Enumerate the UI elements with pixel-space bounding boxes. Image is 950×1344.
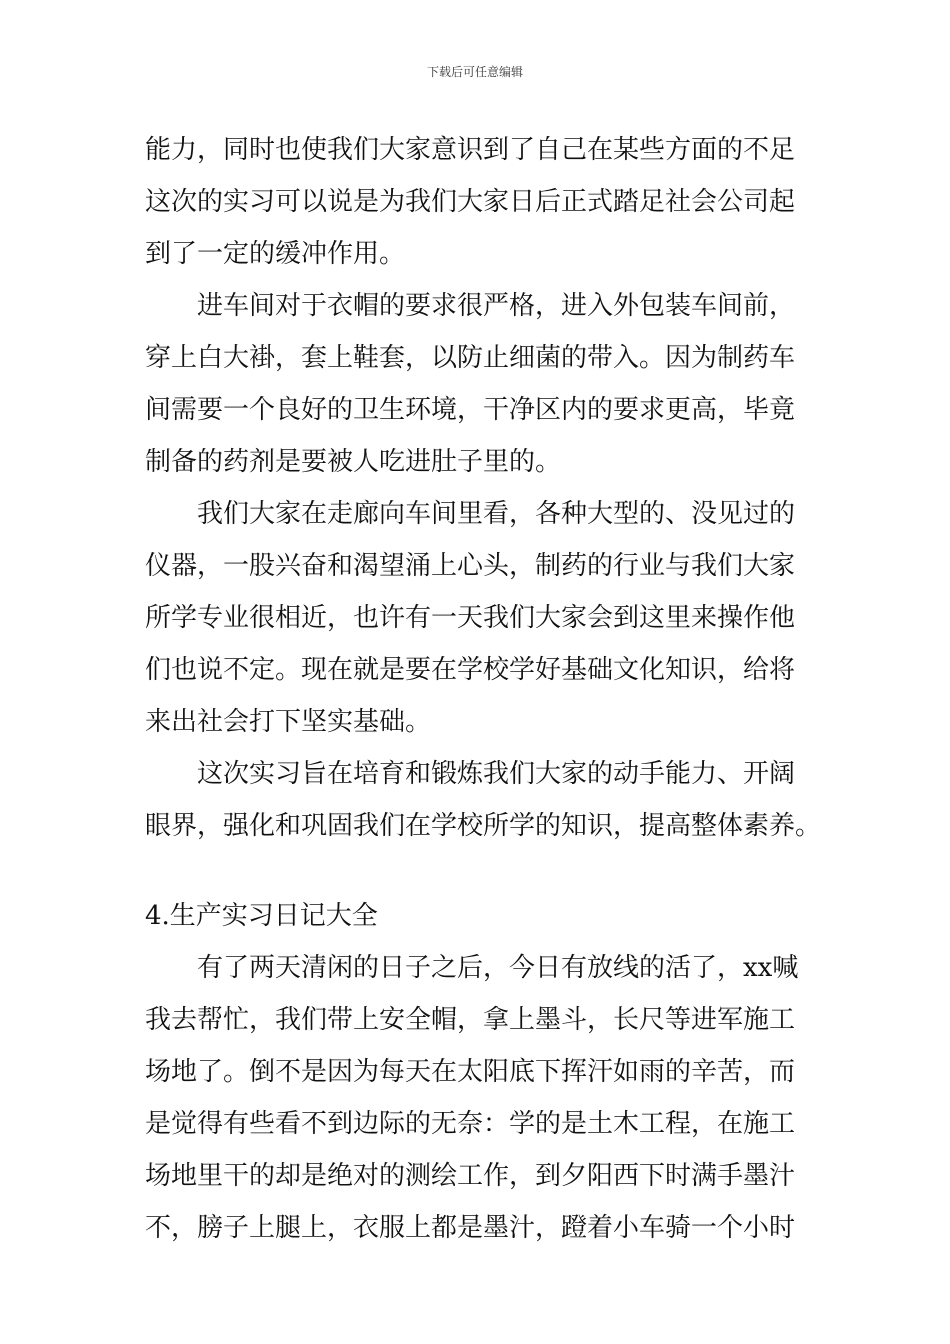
text-line: 我去帮忙，我们带上安全帽，拿上墨斗，长尺等进军施工 bbox=[145, 1005, 796, 1035]
text-line: 制备的药剂是要被人吃进肚子里的。 bbox=[145, 447, 562, 477]
paragraph-first-line: 这次实习旨在培育和锻炼我们大家的动手能力、开阔 bbox=[197, 759, 796, 789]
paragraph-first-line: 我们大家在走廊向车间里看，各种大型的、没见过的 bbox=[197, 499, 796, 529]
page-header-note: 下载后可任意编辑 bbox=[426, 65, 523, 79]
paragraph-first-line: 进车间对于衣帽的要求很严格，进入外包装车间前， bbox=[197, 291, 796, 321]
text-line: 是觉得有些看不到边际的无奈：学的是土木工程，在施工 bbox=[145, 1109, 796, 1139]
text-line: 眼界，强化和巩固我们在学校所学的知识，提高整体素养。 bbox=[145, 811, 822, 841]
text-line: 仪器，一股兴奋和渴望涌上心头，制药的行业与我们大家 bbox=[145, 551, 796, 581]
text-line: 来出社会打下坚实基础。 bbox=[145, 707, 432, 737]
text-line: 不，膀子上腿上，衣服上都是墨汁，蹬着小车骑一个小时 bbox=[145, 1213, 796, 1243]
document-body bbox=[145, 124, 822, 1254]
text-line: 场地了。倒不是因为每天在太阳底下挥汗如雨的辛苦，而 bbox=[145, 1057, 796, 1087]
text-line: 场地里干的却是绝对的测绘工作，到夕阳西下时满手墨汁 bbox=[145, 1161, 796, 1191]
text-line: 能力，同时也使我们大家意识到了自己在某些方面的不足 bbox=[145, 135, 796, 165]
text-line: 所学专业很相近，也许有一天我们大家会到这里来操作他 bbox=[145, 603, 796, 633]
section-heading: 4.生产实习日记大全 bbox=[145, 901, 378, 931]
text-line: 穿上白大褂，套上鞋套，以防止细菌的带入。因为制药车 bbox=[145, 343, 796, 373]
text-line: 这次的实习可以说是为我们大家日后正式踏足社会公司起 bbox=[145, 187, 796, 217]
text-line: 们也说不定。现在就是要在学校学好基础文化知识，给将 bbox=[145, 655, 796, 685]
text-line: 到了一定的缓冲作用。 bbox=[145, 239, 406, 269]
section-gap bbox=[145, 852, 810, 890]
text-line: 间需要一个良好的卫生环境，干净区内的要求更高，毕竟 bbox=[145, 395, 796, 425]
paragraph-first-line: 有了两天清闲的日子之后，今日有放线的活了，xx喊 bbox=[197, 953, 799, 983]
